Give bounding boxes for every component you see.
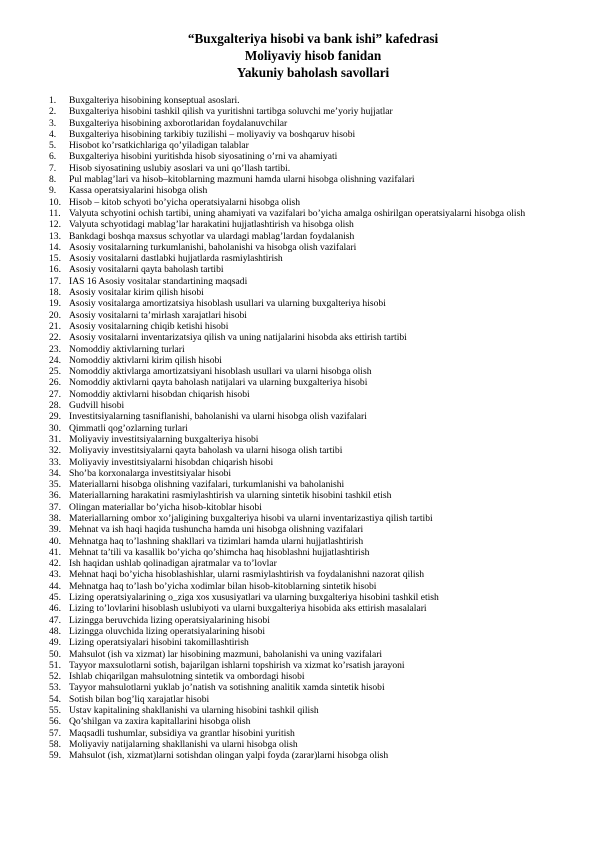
question-item — [49, 310, 589, 321]
question-number: 18. — [49, 287, 61, 299]
question-number: 40. — [49, 535, 61, 547]
question-item — [49, 332, 589, 343]
question-number: 29. — [49, 411, 61, 423]
question-text: Ishlab chiqarilgan mahsulotning sintetik va ombordagi hisobi — [69, 671, 305, 683]
question-number: 7. — [49, 162, 57, 174]
question-number: 46. — [49, 603, 61, 615]
question-text: Lizingga oluvchida lizing operatsiyalarining hisobi — [69, 625, 266, 637]
question-number: 11. — [49, 207, 61, 219]
question-number: 5. — [49, 140, 57, 152]
question-item — [49, 287, 589, 298]
question-item — [49, 253, 589, 264]
question-number: 59. — [49, 750, 61, 762]
question-text: Bankdagi boshqa maxsus schyotlar va ulardagi mablag’lardan foydalanish — [69, 230, 355, 242]
question-item — [49, 615, 589, 626]
question-item — [49, 298, 589, 309]
question-number: 42. — [49, 558, 61, 570]
question-text: Lizing to’lovlarini hisoblash uslubiyoti va ularni buxgalteriya hisobida aks ettirish masalalari — [69, 603, 427, 615]
question-number: 21. — [49, 320, 61, 332]
question-item — [49, 242, 589, 253]
question-number: 20. — [49, 309, 61, 321]
question-text: Investitsiyalarning tasniflanishi, baholanishi va ularni hisobga olish vazifalari — [69, 411, 367, 423]
question-number: 22. — [49, 332, 61, 344]
question-number: 15. — [49, 253, 61, 265]
question-number: 14. — [49, 241, 61, 253]
question-number: 10. — [49, 196, 61, 208]
question-item — [49, 366, 589, 377]
question-text: Hisob – kitob schyoti bo’yicha operatsiyalarni hisobga olish — [69, 196, 301, 208]
question-item — [49, 547, 589, 558]
question-item — [49, 569, 589, 580]
question-number: 2. — [49, 106, 57, 118]
question-text: Nomoddiy aktivlarni hisobdan chiqarish hisobi — [69, 388, 250, 400]
question-text: Mehnatga haq to’lashning shakllari va tizimlari hamda ularni hujjatlashtirish — [69, 535, 364, 547]
question-number: 54. — [49, 693, 61, 705]
question-number: 26. — [49, 377, 61, 389]
question-text: Lizingga beruvchida lizing operatsiyalarining hisobi — [69, 614, 270, 626]
question-item — [49, 660, 589, 671]
question-item — [49, 513, 589, 524]
question-item — [49, 411, 589, 422]
question-text: Moliyaviy investitsiyalarni qayta baholash va ularni hisoga olish tartibi — [69, 445, 343, 457]
question-text: Mahsulot (ish va xizmat) lar hisobining mazmuni, baholanishi va uning vazifalari — [69, 648, 383, 660]
question-number: 45. — [49, 592, 61, 604]
question-number: 37. — [49, 501, 61, 513]
question-item — [49, 603, 589, 614]
question-text: Kassa operatsiyalarini hisobga olish — [69, 185, 208, 197]
question-item — [49, 682, 589, 693]
department-title: “Buxgalteriya hisobi va bank ishi” kafedrasi — [187, 31, 439, 46]
question-item — [49, 140, 589, 151]
question-text: Buxgalteriya hisobining konseptual asoslari. — [69, 95, 240, 106]
question-text: Tayyor mahsulotlarni yuklab jo’natish va sotishning analitik xamda sintetik hisobi — [69, 682, 385, 694]
question-text: Asosiy vositalarning turkumlanishi, baholanishi va hisobga olish vazifalari — [69, 241, 357, 253]
question-number: 56. — [49, 716, 61, 728]
question-item — [49, 728, 589, 739]
question-number: 34. — [49, 467, 61, 479]
question-item — [49, 264, 589, 275]
question-item — [49, 581, 589, 592]
question-text: Asosiy vositalarni ta’mirlash xarajatlari hisobi — [69, 309, 247, 321]
question-text: Mehnat va ish haqi haqida tushuncha hamda uni hisobga olishning vazifalari — [69, 524, 364, 536]
question-number: 24. — [49, 354, 61, 366]
question-item — [49, 163, 589, 174]
question-text: Asosiy vositalarning chiqib ketishi hisobi — [69, 320, 229, 332]
question-text: Valyuta schyotini ochish tartibi, uning ahamiyati va vazifalari bo’yicha amalga oshirilgan operatsiyalarni hisobga olish — [69, 207, 526, 219]
question-text: Mahsulot (ish, xizmat)larni sotishdan olingan yalpi foyda (zarar)larni hisobga olish — [69, 750, 389, 762]
question-number: 28. — [49, 400, 61, 412]
question-item — [49, 185, 589, 196]
question-number: 39. — [49, 524, 61, 536]
question-item — [49, 174, 589, 185]
question-item — [49, 434, 589, 445]
question-number: 9. — [49, 185, 57, 197]
question-text: Moliyaviy natijalarning shakllanishi va ularni hisobga olish — [69, 738, 298, 750]
question-item — [49, 626, 589, 637]
question-number: 36. — [49, 490, 61, 502]
question-number: 19. — [49, 298, 61, 310]
question-number: 16. — [49, 264, 61, 276]
question-text: Qo’shilgan va zaxira kapitallarini hisobga olish — [69, 716, 251, 728]
question-item — [49, 502, 589, 513]
question-text: Pul mablag’lari va hisob–kitoblarning mazmuni hamda ularni hisobga olishning vazifalari — [69, 174, 415, 186]
question-item — [49, 151, 589, 162]
question-list — [49, 95, 589, 762]
question-text: Ustav kapitalining shakllanishi va ularning hisobini tashkil qilish — [69, 705, 319, 717]
question-text: Tayyor maxsulotlarni sotish, bajarilgan ishlarni topshirish va xizmat ko’rsatish jarayoni — [69, 659, 405, 671]
question-number: 43. — [49, 569, 61, 581]
question-text: Moliyaviy investitsiyalarni hisobdan chiqarish hisobi — [69, 456, 274, 468]
question-item — [49, 637, 589, 648]
question-item — [49, 649, 589, 660]
question-text: Buxgalteriya hisobini yuritishda hisob siyosatining o’rni va ahamiyati — [69, 151, 338, 163]
document-title: Yakuniy baholash savollari — [236, 65, 390, 80]
question-text: IAS 16 Asosiy vositalar standartining maqsadi — [69, 275, 248, 287]
question-text: Nomoddiy aktivlarning turlari — [69, 343, 185, 355]
question-item — [49, 739, 589, 750]
question-number: 1. — [49, 95, 57, 106]
question-text: Materiallarning harakatini rasmiylashtirish va ularning sintetik hisobini tashkil etish — [69, 490, 392, 502]
question-item — [49, 479, 589, 490]
question-number: 30. — [49, 422, 61, 434]
question-text: Buxgalteriya hisobining axborotlaridan foydalanuvchilar — [69, 117, 288, 129]
question-number: 57. — [49, 727, 61, 739]
question-text: Maqsadli tushumlar, subsidiya va grantlar hisobini yuritish — [69, 727, 295, 739]
question-item — [49, 490, 589, 501]
question-text: Mehnatga haq to’lash bo’yicha xodimlar bilan hisob-kitoblarning sintetik hisobi — [69, 580, 377, 592]
question-number: 44. — [49, 580, 61, 592]
question-item — [49, 750, 589, 761]
question-number: 53. — [49, 682, 61, 694]
question-item — [49, 694, 589, 705]
question-text: Ish haqidan ushlab qolinadigan ajratmalar va to’lovlar — [69, 558, 277, 570]
question-item — [49, 231, 589, 242]
question-text: Moliyaviy investitsiyalarning buxgalteriya hisobi — [69, 433, 259, 445]
question-item — [49, 344, 589, 355]
question-number: 55. — [49, 705, 61, 717]
question-item — [49, 468, 589, 479]
question-text: Asosiy vositalarni inventarizatsiya qilish va uning natijalarini hisobda aks ettirish tartibi — [69, 332, 407, 344]
question-item — [49, 558, 589, 569]
question-text: Nomoddiy aktivlarni kirim qilish hisobi — [69, 354, 222, 366]
question-number: 51. — [49, 659, 61, 671]
question-number: 25. — [49, 366, 61, 378]
question-number: 13. — [49, 230, 61, 242]
question-number: 58. — [49, 738, 61, 750]
question-text: Mehnat haqi bo’yicha hisoblashishlar, ularni rasmiylashtirish va foydalanishni nazorat qilish — [69, 569, 425, 581]
question-number: 17. — [49, 275, 61, 287]
question-number: 41. — [49, 546, 61, 558]
question-number: 52. — [49, 671, 61, 683]
question-item — [49, 445, 589, 456]
question-text: Materiallarning ombor xo’jaligining buxgalteriya hisobi va ularni inventarizastiya qilish tartibi — [69, 512, 433, 524]
question-item — [49, 716, 589, 727]
question-text: Sotish bilan bog’liq xarajatlar hisobi — [69, 693, 210, 705]
question-number: 48. — [49, 625, 61, 637]
question-item — [49, 129, 589, 140]
question-text: Asosiy vositalar kirim qilish hisobi — [69, 287, 204, 299]
question-number: 8. — [49, 174, 57, 186]
question-item — [49, 106, 589, 117]
document-header — [0, 30, 596, 81]
question-number: 6. — [49, 151, 57, 163]
question-item — [49, 457, 589, 468]
question-number: 31. — [49, 433, 61, 445]
question-item — [49, 377, 589, 388]
question-item — [49, 592, 589, 603]
question-item — [49, 389, 589, 400]
question-item — [49, 423, 589, 434]
question-text: Mehnat ta’tili va kasallik bo’yicha qo’shimcha haq hisoblashni hujjatlashtirish — [69, 546, 370, 558]
question-text: Qimmatli qog’ozlarning turlari — [69, 422, 188, 434]
question-number: 4. — [49, 128, 57, 140]
question-text: Asosiy vositalarga amortizatsiya hisoblash usullari va ularning buxgalteriya hisobi — [69, 298, 386, 310]
question-text: Asosiy vositalarni qayta baholash tartibi — [69, 264, 224, 276]
question-number: 33. — [49, 456, 61, 468]
question-text: Valyuta schyotidagi mablag’lar harakatini hujjatlashtirish va hisobga olish — [69, 219, 354, 231]
question-text: Asosiy vositalarni dastlabki hujjatlarda rasmiylashtirish — [69, 253, 283, 265]
question-item — [49, 524, 589, 535]
question-number: 35. — [49, 479, 61, 491]
question-item — [49, 95, 589, 106]
question-item — [49, 355, 589, 366]
question-text: Buxgalteriya hisobining tarkibiy tuzilishi – moliyaviy va boshqaruv hisobi — [69, 128, 356, 140]
question-item — [49, 536, 589, 547]
question-item — [49, 400, 589, 411]
question-text: Materiallarni hisobga olishning vazifalari, turkumlanishi va baholanishi — [69, 479, 345, 491]
question-text: Nomoddiy aktivlarni qayta baholash natijalari va ularning buxgalteriya hisobi — [69, 377, 368, 389]
question-item — [49, 705, 589, 716]
question-number: 3. — [49, 117, 57, 129]
question-item — [49, 276, 589, 287]
question-text: Gudvill hisobi — [69, 400, 125, 412]
question-text: Nomoddiy aktivlarga amortizatsiyani hisoblash usullari va ularni hisobga olish — [69, 366, 372, 378]
question-text: Lizing operatsiyalari hisobini takomillashtirish — [69, 637, 249, 649]
question-text: Lizing operatsiyalarining o_ziga xos xususiyatlari va ularning buxgalteriya hisobini tashkil etish — [69, 592, 439, 604]
question-number: 27. — [49, 388, 61, 400]
question-item — [49, 118, 589, 129]
question-number: 47. — [49, 614, 61, 626]
question-number: 12. — [49, 219, 61, 231]
question-text: Hisob siyosatining uslubiy asoslari va uni qo’llash tartibi. — [69, 162, 291, 174]
question-text: Hisobot ko’rsatkichlariga qo’yiladigan talablar — [69, 140, 249, 152]
question-number: 38. — [49, 512, 61, 524]
question-number: 23. — [49, 343, 61, 355]
question-item — [49, 219, 589, 230]
question-item — [49, 321, 589, 332]
question-number: 50. — [49, 648, 61, 660]
question-number: 32. — [49, 445, 61, 457]
question-text: Olingan materiallar bo’yicha hisob-kitoblar hisobi — [69, 501, 262, 513]
question-number: 49. — [49, 637, 61, 649]
question-item — [49, 208, 589, 219]
question-text: Sho’ba korxonalarga investitsiyalar hisobi — [69, 467, 232, 479]
question-item — [49, 197, 589, 208]
subject-title: Moliyaviy hisob fanidan — [244, 48, 382, 63]
question-item — [49, 671, 589, 682]
question-text: Buxgalteriya hisobini tashkil qilish va yuritishni tartibga soluvchi me’yoriy hujjatlar — [69, 106, 393, 118]
